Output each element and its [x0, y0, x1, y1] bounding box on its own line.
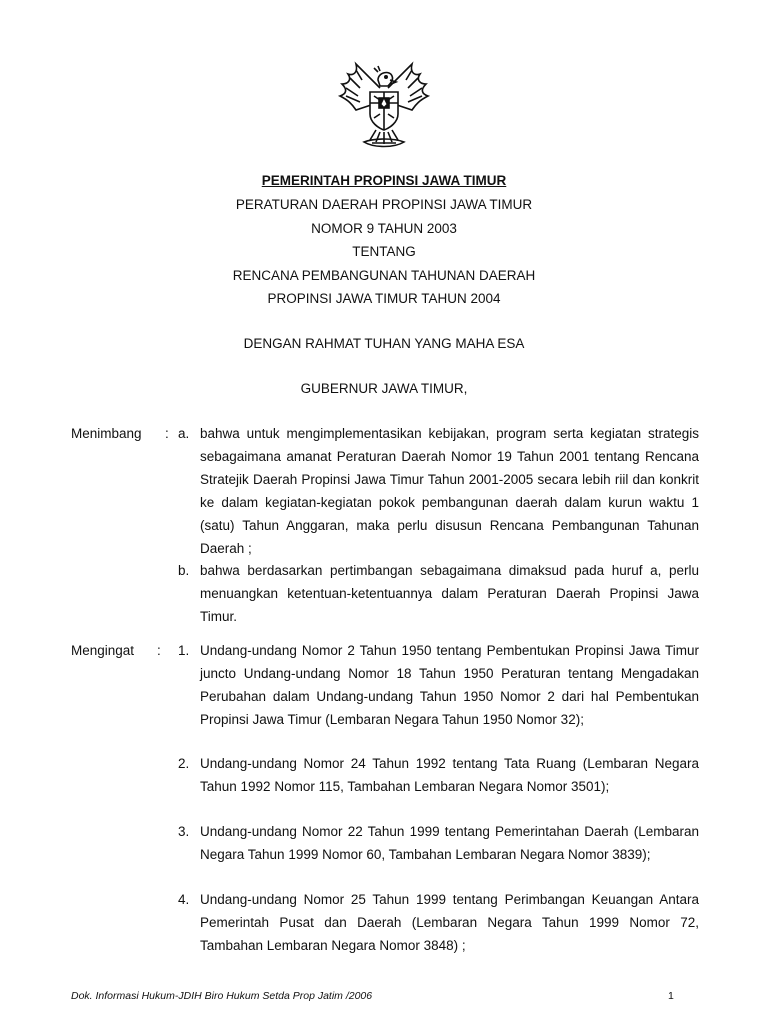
regulation-subject-line-1: RENCANA PEMBANGUNAN TAHUNAN DAERAH — [232, 268, 536, 283]
regulation-subject-line-2: PROPINSI JAWA TIMUR TAHUN 2004 — [267, 291, 501, 306]
mengingat-item-1-marker: 1. — [178, 643, 190, 658]
mengingat-colon: : — [157, 643, 161, 658]
garuda-emblem-icon — [334, 58, 434, 150]
mengingat-item-3-text: Undang-undang Nomor 22 Tahun 1999 tentang Pemerintahan Daerah (Lembaran Negara Tahun 1999 Nomor 60, Tambahan Lembaran Negara Nomor 3839); — [200, 824, 699, 862]
invocation-line: DENGAN RAHMAT TUHAN YANG MAHA ESA — [243, 336, 525, 351]
menimbang-item-b-marker: b. — [178, 563, 190, 578]
regulation-about-label: TENTANG — [352, 244, 416, 259]
menimbang-colon: : — [165, 426, 169, 441]
regulation-title: PERATURAN DAERAH PROPINSI JAWA TIMUR — [235, 197, 533, 212]
mengingat-item-2-text: Undang-undang Nomor 24 Tahun 1992 tentang Tata Ruang (Lembaran Negara Tahun 1992 Nomor 115, Tambahan Lembaran Negara Nomor 3501); — [200, 756, 699, 794]
menimbang-item-a-marker: a. — [178, 426, 190, 441]
menimbang-label: Menimbang — [71, 426, 142, 441]
mengingat-label: Mengingat — [71, 643, 135, 658]
menimbang-item-a-text: bahwa untuk mengimplementasikan kebijakan, program serta kegiatan strategis sebagaimana amanat Peraturan Daerah Nomor 19 Tahun 2001 tentang Rencana Stratejik Daerah Propinsi Jawa Timur Tahun 2001-2005 secara lebih riil dan konkrit ke dalam kegiatan-kegiatan pokok pembangunan daerah dalam kurun waktu 1 (satu) Tahun Anggaran, maka perlu disusun Rencana Pembangunan Tahunan Daerah ; — [200, 426, 699, 556]
mengingat-item-1-text: Undang-undang Nomor 2 Tahun 1950 tentang Pembentukan Propinsi Jawa Timur juncto Undang-undang Nomor 18 Tahun 1950 Peraturan tentang Mengadakan Perubahan dalam Undang-undang Tahun 1950 Nomor 2 dari hal Pembentukan Propinsi Jawa Timur (Lembaran Negara Tahun 1950 Nomor 32); — [200, 643, 699, 727]
regulation-number: NOMOR 9 TAHUN 2003 — [311, 221, 457, 236]
governor-line: GUBERNUR JAWA TIMUR, — [300, 381, 468, 396]
page-number: 1 — [668, 990, 674, 1002]
mengingat-item-3-marker: 3. — [178, 824, 190, 839]
mengingat-item-4-text: Undang-undang Nomor 25 Tahun 1999 tentang Perimbangan Keuangan Antara Pemerintah Pusat dan Daerah (Lembaran Negara Tahun 1999 Nomor 72, Tambahan Lembaran Negara Nomor 3848) ; — [200, 892, 699, 953]
mengingat-item-2-marker: 2. — [178, 756, 190, 771]
menimbang-item-b-text: bahwa berdasarkan pertimbangan sebagaimana dimaksud pada huruf a, perlu menuangkan ketentuan-ketentuannya dalam Peraturan Daerah Propinsi Jawa Timur. — [200, 563, 699, 624]
footer-source: Dok. Informasi Hukum-JDIH Biro Hukum Setda Prop Jatim /2006 — [71, 990, 373, 1002]
government-title: PEMERINTAH PROPINSI JAWA TIMUR — [261, 173, 507, 188]
mengingat-item-4-marker: 4. — [178, 892, 190, 907]
